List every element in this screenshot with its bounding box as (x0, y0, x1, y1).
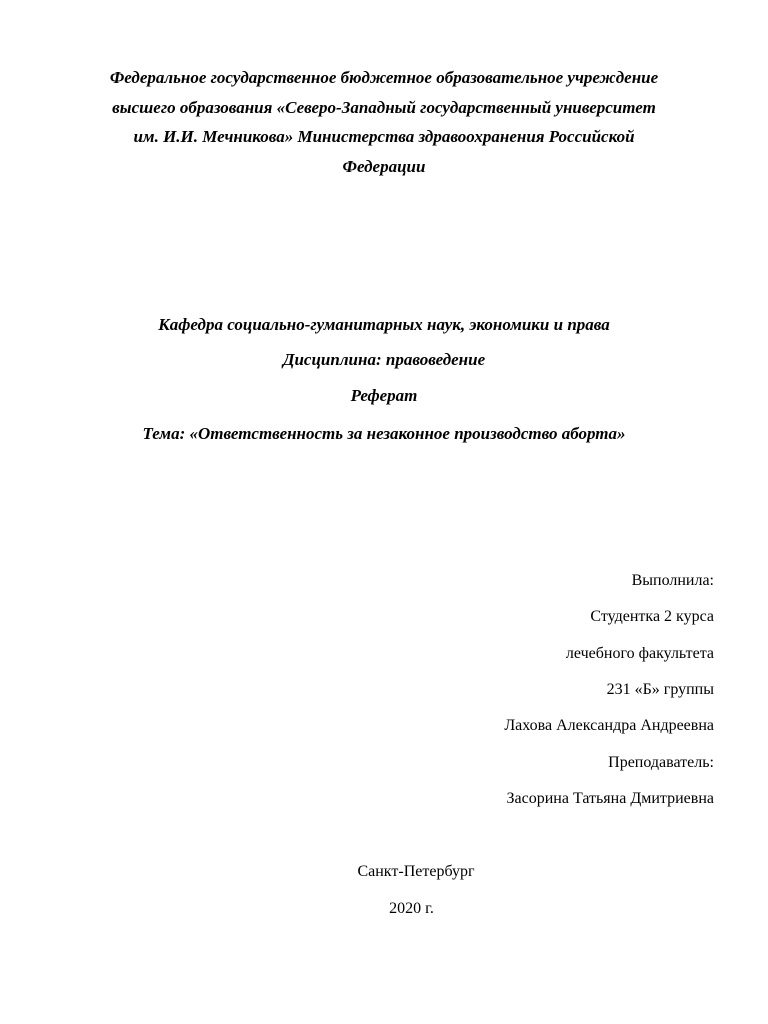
year: 2020 г. (389, 900, 434, 917)
student-faculty: лечебного факультета (565, 645, 714, 662)
department-heading: Кафедра социально-гуманитарных наук, экономики и права (158, 315, 610, 334)
teacher-label: Преподаватель: (608, 754, 714, 771)
teacher-name: Засорина Татьяна Дмитриевна (506, 790, 714, 807)
topic-heading: Тема: «Ответственность за незаконное производство аборта» (142, 424, 626, 443)
student-group: 231 «Б» группы (606, 681, 714, 698)
city: Санкт-Петербург (357, 863, 475, 880)
discipline-heading: Дисциплина: правоведение (282, 350, 486, 369)
institution-line-4: Федерации (342, 157, 426, 176)
institution-line-2: высшего образования «Северо-Западный государственный университет (112, 98, 656, 117)
student-course: Студентка 2 курса (590, 608, 714, 625)
institution-line-1: Федеральное государственное бюджетное образовательное учреждение (109, 68, 659, 87)
institution-line-3: им. И.И. Мечникова» Министерства здравоохранения Российской (133, 127, 635, 146)
completed-by-label: Выполнила: (631, 572, 714, 589)
document-type-heading: Реферат (350, 386, 418, 405)
student-name: Лахова Александра Андреевна (504, 717, 714, 734)
